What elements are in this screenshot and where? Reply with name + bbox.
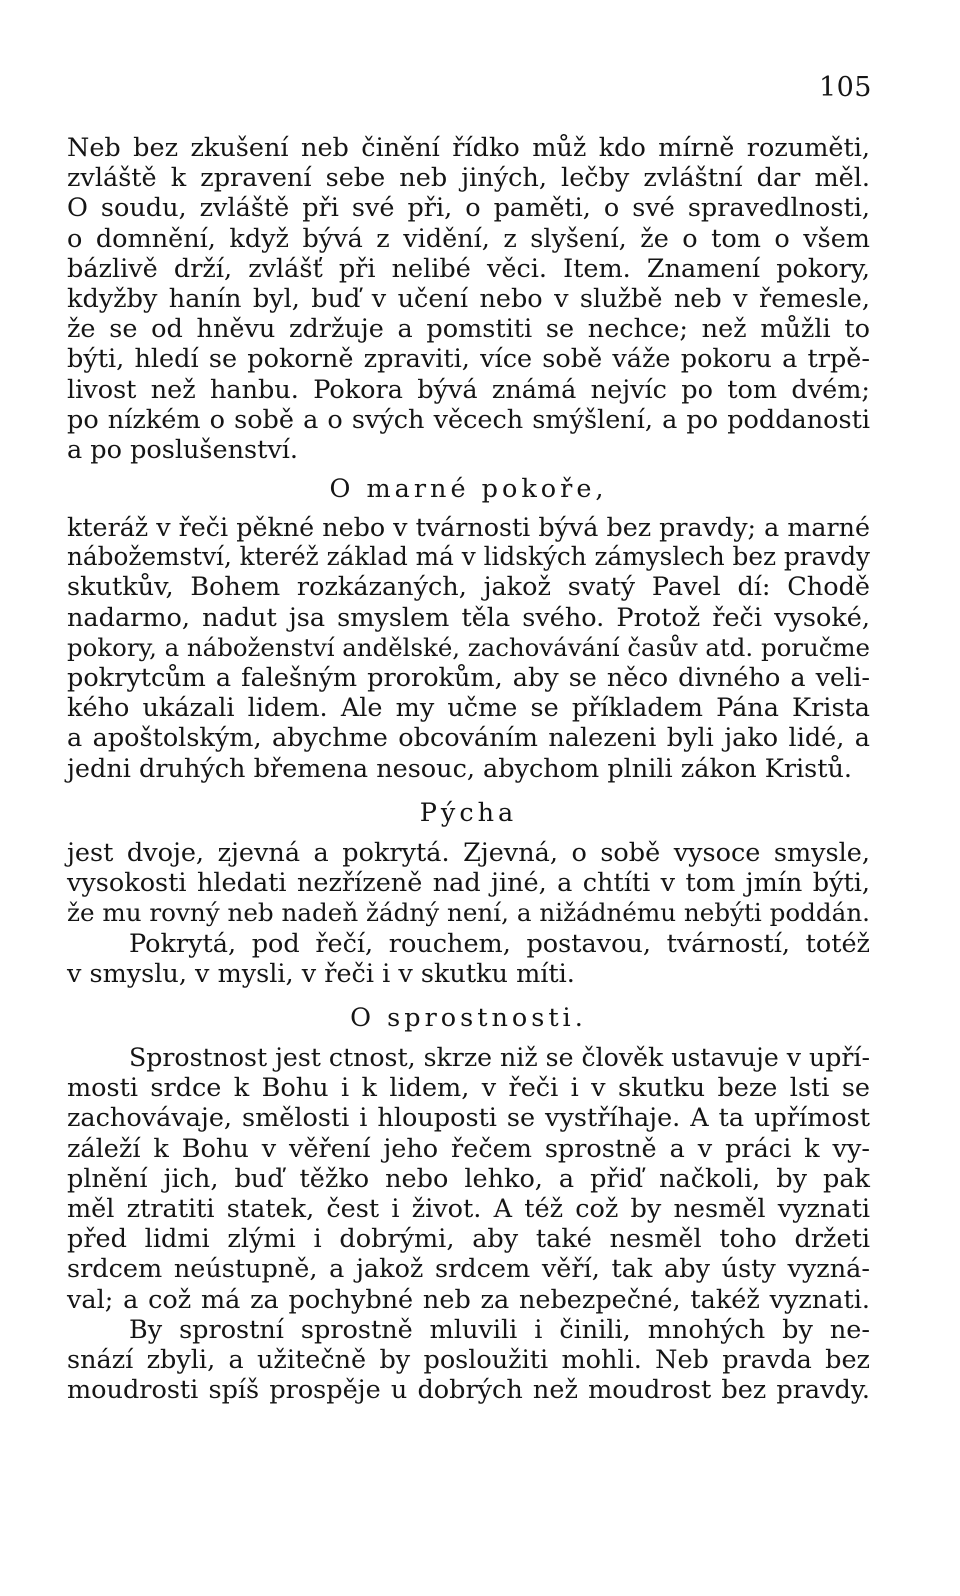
paragraph-humility (67, 133, 870, 465)
text-line: Neb bez zkušení neb činění řídko můž kdo mírně rozuměti, (67, 133, 870, 163)
text-line: nábožemství, kteréž základ má v lidských zámyslech bez pravdy (67, 542, 870, 572)
text-line: že mu rovný neb nadeň žádný není, a nižádnému nebýti poddán. (67, 898, 870, 928)
text-line: jedni druhých břemena nesouc, abychom plnili zákon Kristů. (67, 753, 853, 784)
text-line: kého ukázali lidem. Ale my učme se příkladem Pána Krista (67, 693, 870, 724)
text-line: plnění jich, buď těžko nebo lehko, a přiď načkoli, by pak (67, 1163, 870, 1194)
section-heading-false-humility: O marné pokoře, (329, 474, 608, 504)
text-line: skutkův, Bohem rozkázaných, jakož svatý Pavel dí: Chodě (67, 572, 870, 603)
text-line: pokory, a náboženství andělské, zachovávání časův atd. poručme (67, 632, 870, 662)
page-number: 105 (818, 72, 872, 103)
text-line: a po poslušenství. (67, 435, 299, 466)
text-line: srdcem neústupně, a jakož srdcem věří, tak aby ústy vyzná- (67, 1254, 870, 1285)
text-line: býti, hledí se pokorně zpraviti, více sobě váže pokoru a trpě- (67, 344, 870, 375)
text-line: nadarmo, nadut jsa smyslem těla svého. Protož řeči vysoké, (67, 602, 870, 633)
text-line: snází zbyli, a užitečně by posloužiti mohli. Neb pravda bez (67, 1345, 870, 1376)
text-line: zvláště k zpravení sebe neb jiných, lečby zvláštní dar měl. (67, 163, 870, 194)
text-line: a apoštolským, abychme obcováním nalezeni byli jako lidé, a (67, 723, 870, 754)
section-heading-simplicity: O sprostnosti. (350, 1003, 587, 1033)
text-line: pokrytcům a falešným prorokům, aby se něco divného a veli- (67, 663, 870, 694)
text-line: livost než hanbu. Pokora bývá známá nejvíc po tom dvém; (67, 374, 870, 405)
text-line: By sprostní sprostně mluvili i činili, mnohých by ne- (129, 1314, 870, 1345)
text-line: po nízkém o sobě a o svých věcech smýšlení, a po poddanosti (67, 404, 870, 435)
text-line: Sprostnost jest ctnost, skrze niž se člověk ustavuje v upří- (129, 1043, 870, 1072)
text-line: kdyžby hanín byl, buď v učení nebo v službě neb v řemesle, (67, 284, 870, 315)
text-line: moudrosti spíš prospěje u dobrých než moudrost bez pravdy. (67, 1375, 870, 1406)
text-line: val; a což má za pochybné neb za nebezpečné, takéž vyznati. (67, 1284, 870, 1315)
text-line: že se od hněvu zdržuje a pomstiti se nechce; než můžli to (67, 314, 870, 345)
paragraph-simplicity (67, 1043, 870, 1405)
text-line: Pokrytá, pod řečí, rouchem, postavou, tvárností, totéž (129, 928, 870, 959)
text-line: měl ztratiti statek, čest i život. A též což by nesměl vyznati (67, 1194, 870, 1225)
text-line: v smyslu, v mysli, v řeči i v skutku míti. (67, 958, 575, 989)
text-line: zachovávaje, smělosti i hlouposti se vystříhaje. A ta upřímost (67, 1103, 870, 1134)
text-line: jest dvoje, zjevná a pokrytá. Zjevná, o sobě vysoce smysle, (67, 838, 870, 868)
paragraph-pride (67, 838, 870, 989)
paragraph-false-humility (67, 512, 870, 784)
text-line: před lidmi zlými i dobrými, aby také nesměl toho držeti (67, 1224, 870, 1255)
section-heading-pride: Pýcha (419, 798, 518, 828)
text-line: záleží k Bohu v věření jeho řečem sprostně a v práci k vy- (67, 1133, 870, 1164)
text-line: bázlivě drží, zvlášť při nelibé věci. Item. Znamení pokory, (67, 253, 870, 284)
text-line: o domnění, když bývá z vidění, z slyšení, že o tom o všem (67, 223, 870, 254)
text-line: kteráž v řeči pěkné nebo v tvárnosti bývá bez pravdy; a marné (67, 512, 870, 542)
text-line: mosti srdce k Bohu i k lidem, v řeči i v skutku beze lsti se (67, 1073, 870, 1104)
text-line: vysokosti hledati nezřízeně nad jiné, a chtíti v tom jmín býti, (67, 868, 870, 899)
text-line: O soudu, zvláště při své při, o paměti, o své spravedlnosti, (67, 193, 870, 224)
